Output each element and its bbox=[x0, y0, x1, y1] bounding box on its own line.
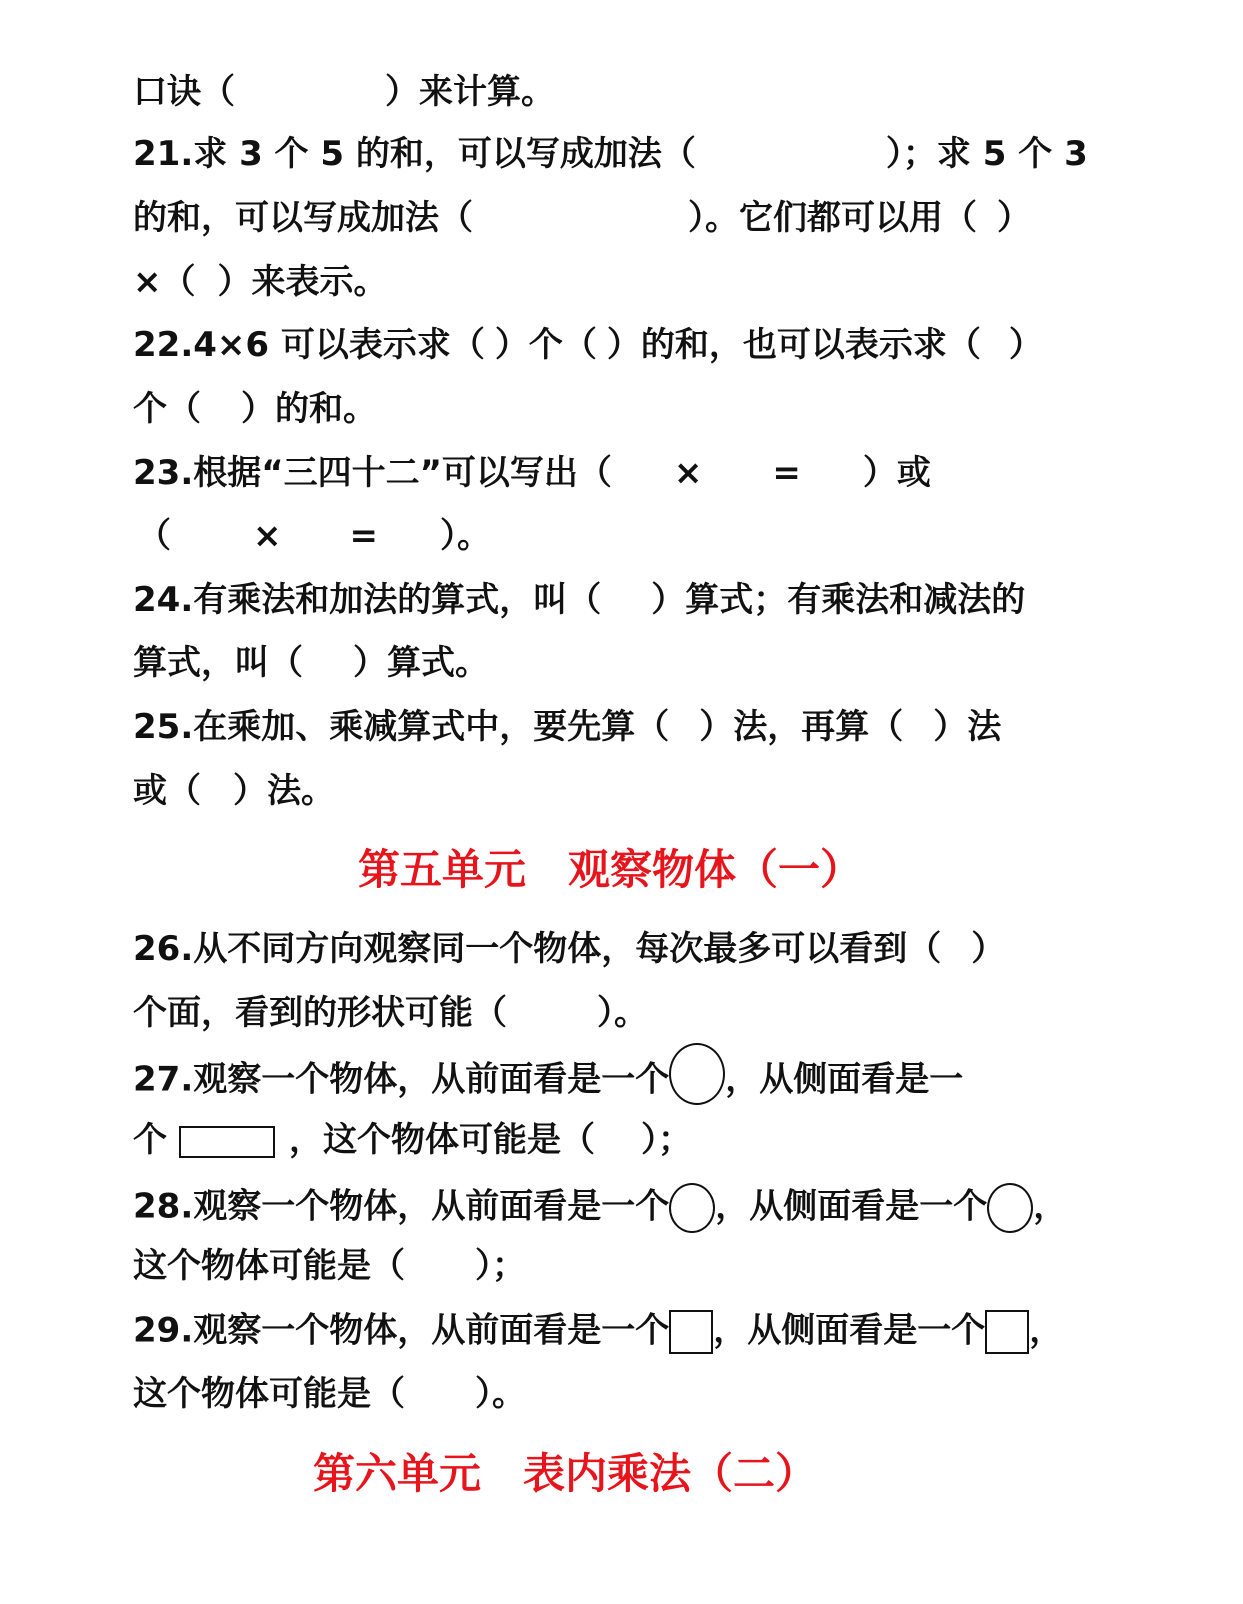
question-21-line-2 bbox=[133, 198, 1093, 238]
question-27-line-2 bbox=[133, 1120, 1093, 1160]
text: 这个物体可能是（ bbox=[133, 1374, 405, 1414]
text: ）法 bbox=[933, 707, 1002, 747]
text: 个 bbox=[133, 1120, 167, 1160]
question-23-line-2 bbox=[137, 516, 1093, 556]
text: ）来计算。 bbox=[385, 72, 555, 112]
text: 21.求 3 个 5 的和，可以写成加法（ bbox=[133, 134, 696, 174]
text: ） bbox=[997, 198, 1031, 238]
times-sign: × bbox=[253, 516, 282, 556]
question-24-line-1 bbox=[133, 580, 1093, 620]
circle-shape-icon bbox=[987, 1183, 1033, 1233]
text: 个面，看到的形状可能（ bbox=[133, 993, 507, 1033]
text: ）个（ bbox=[494, 325, 597, 365]
text: 29.观察一个物体，从前面看是一个 bbox=[133, 1310, 670, 1351]
text: 这个物体可能是（ bbox=[133, 1246, 405, 1286]
text: ）。 bbox=[440, 516, 491, 556]
text: 27.观察一个物体，从前面看是一个 bbox=[133, 1059, 670, 1100]
text: ）或 bbox=[862, 453, 931, 493]
question-23-line-1 bbox=[133, 453, 1093, 493]
square-shape-icon bbox=[985, 1310, 1029, 1354]
circle-shape-icon bbox=[669, 1183, 715, 1233]
text: ）； bbox=[475, 1246, 526, 1286]
text: 或（ bbox=[133, 771, 201, 811]
question-29-line-1 bbox=[133, 1310, 1093, 1354]
text: ×（ bbox=[133, 262, 196, 302]
text: 口诀（ bbox=[133, 72, 235, 112]
equals-sign: = bbox=[772, 453, 801, 493]
text: ，从侧面看是一 bbox=[725, 1059, 964, 1100]
text: 26.从不同方向观察同一个物体，每次最多可以看到（ bbox=[133, 929, 942, 969]
square-shape-icon bbox=[669, 1310, 713, 1354]
unit-6-title: 第六单元 表内乘法（二） bbox=[313, 1449, 818, 1498]
text: ）； bbox=[641, 1120, 692, 1160]
question-25-line-1 bbox=[133, 707, 1093, 747]
text: 算式，叫（ bbox=[133, 643, 303, 683]
text: ）的和，也可以表示求（ bbox=[606, 325, 981, 365]
text: ， bbox=[1029, 1310, 1064, 1351]
question-28-line-2 bbox=[133, 1246, 1093, 1286]
text: 个（ bbox=[133, 389, 201, 429]
text: ，从侧面看是一个 bbox=[715, 1186, 988, 1227]
text: ， bbox=[1033, 1186, 1068, 1227]
text: 25.在乘加、乘减算式中，要先算（ bbox=[133, 707, 670, 747]
text: ）。 bbox=[475, 1374, 526, 1414]
text: 28.观察一个物体，从前面看是一个 bbox=[133, 1186, 670, 1227]
question-22-line-1 bbox=[133, 325, 1093, 365]
text: 22.4×6 可以表示求（ bbox=[133, 325, 485, 365]
rectangle-shape-icon bbox=[179, 1126, 275, 1158]
question-26-line-1 bbox=[133, 929, 1093, 969]
text: ）算式。 bbox=[353, 643, 489, 683]
question-21-line-3 bbox=[133, 262, 1093, 302]
question-28-line-1 bbox=[133, 1183, 1093, 1233]
question-29-line-2 bbox=[133, 1374, 1093, 1414]
text: 23.根据“三四十二”可以写出（ bbox=[133, 453, 612, 493]
text: ）算式；有乘法和减法的 bbox=[651, 580, 1026, 620]
text: ）；求 5 个 3 bbox=[885, 134, 1088, 174]
text: 的和，可以写成加法（ bbox=[133, 198, 473, 238]
text: ） bbox=[1008, 325, 1043, 365]
question-22-line-2 bbox=[133, 389, 1093, 429]
text: 24.有乘法和加法的算式，叫（ bbox=[133, 580, 602, 620]
text: ）法，再算（ bbox=[699, 707, 904, 747]
text: ）来表示。 bbox=[217, 262, 388, 302]
circle-shape-icon bbox=[669, 1043, 725, 1105]
unit-5-title: 第五单元 观察物体（一） bbox=[358, 845, 863, 894]
question-24-line-2 bbox=[133, 643, 1093, 683]
question-21-line-1 bbox=[133, 134, 1093, 174]
text: ）法。 bbox=[233, 771, 335, 811]
times-sign: × bbox=[673, 453, 703, 493]
equals-sign: = bbox=[349, 516, 378, 556]
question-26-line-2 bbox=[133, 993, 1093, 1033]
text: ）。它们都可以用（ bbox=[688, 198, 977, 238]
text: ）。 bbox=[597, 993, 648, 1033]
line-1 bbox=[133, 72, 1093, 112]
text: （ bbox=[137, 516, 171, 556]
question-25-line-2 bbox=[133, 771, 1093, 811]
text: ）的和。 bbox=[241, 389, 377, 429]
text: ，这个物体可能是（ bbox=[289, 1120, 595, 1160]
text: ，从侧面看是一个 bbox=[713, 1310, 986, 1351]
text: ） bbox=[971, 929, 1006, 969]
question-27-line-1 bbox=[133, 1057, 1093, 1105]
